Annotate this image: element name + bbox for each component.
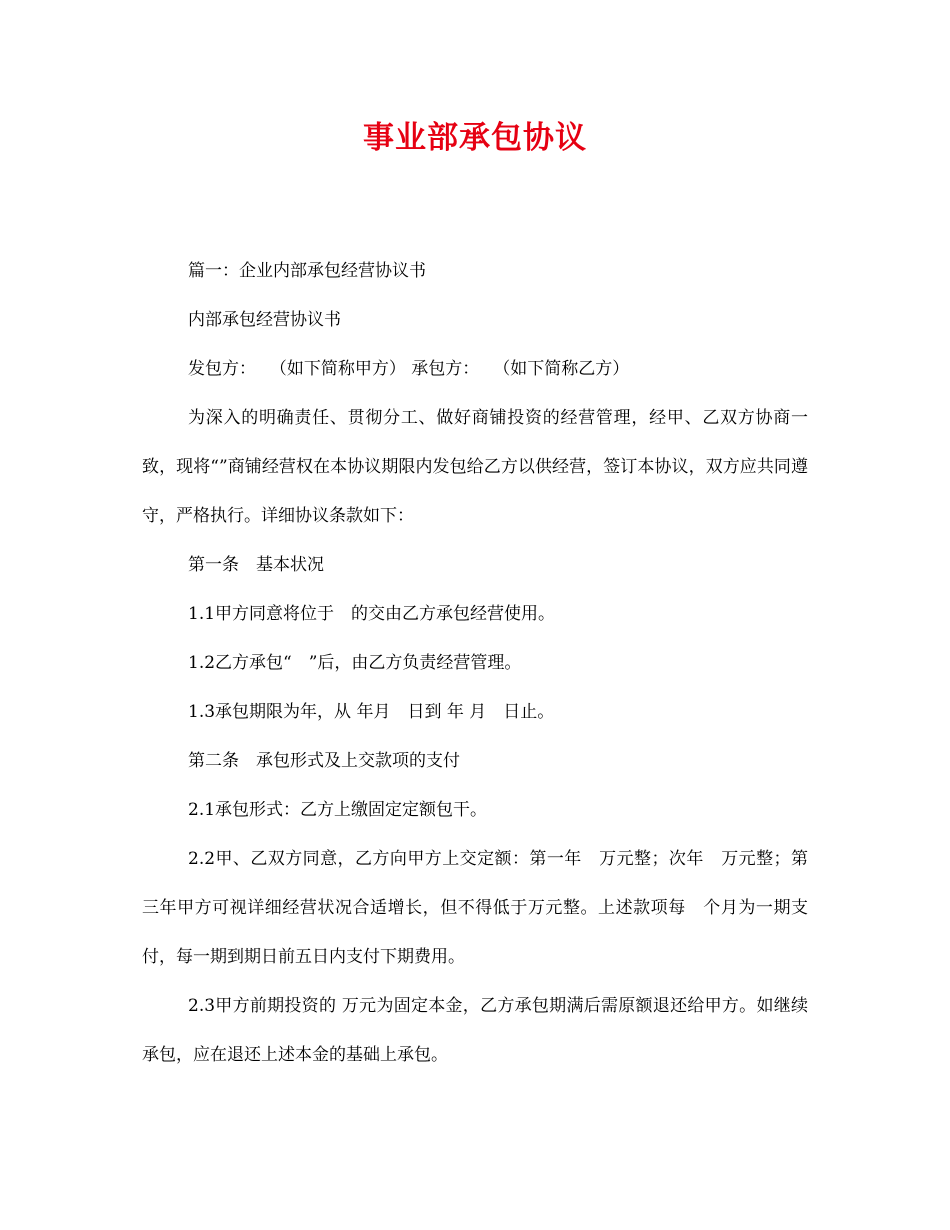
- section-heading: 篇一：企业内部承包经营协议书: [188, 261, 426, 281]
- article-heading: 第二条 承包形式及上交款项的支付: [188, 751, 460, 771]
- clause-paragraph: 2.1承包形式：乙方上缴固定定额包干。: [188, 800, 488, 820]
- preamble-paragraph: 为深入的明确责任、贯彻分工、做好商铺投资的经营管理，经甲、乙双方协商一致，现将“”商铺经营权在本协议期限内发包给乙方以供经营，签订本协议，双方应共同遵守，严格执行。详细协议条款如下：: [142, 408, 808, 526]
- agreement-name: 内部承包经营协议书: [188, 310, 341, 330]
- clause-paragraph: 1.1甲方同意将位于 的交由乙方承包经营使用。: [188, 604, 556, 624]
- document-title: 事业部承包协议: [363, 120, 587, 156]
- clause-paragraph: 2.3甲方前期投资的 万元为固定本金，乙方承包期满后需原额退还给甲方。如继续承包，应在退还上述本金的基础上承包。: [142, 996, 808, 1065]
- clause-paragraph: 1.3承包期限为年，从 年月 日到 年 月 日止。: [188, 702, 555, 722]
- parties-line: 发包方： （如下简称甲方） 承包方： （如下简称乙方）: [188, 359, 630, 379]
- clause-paragraph: 1.2乙方承包“ ”后，由乙方负责经营管理。: [188, 653, 522, 673]
- clause-paragraph: 2.2甲、乙双方同意，乙方向甲方上交定额：第一年 万元整；次年 万元整；第三年甲方可视详细经营状况合适增长，但不得低于万元整。上述款项每 个月为一期支付，每一期到期日前五日内支付下期费用。: [142, 849, 808, 967]
- article-heading: 第一条 基本状况: [188, 555, 324, 575]
- document-body: [142, 247, 808, 1080]
